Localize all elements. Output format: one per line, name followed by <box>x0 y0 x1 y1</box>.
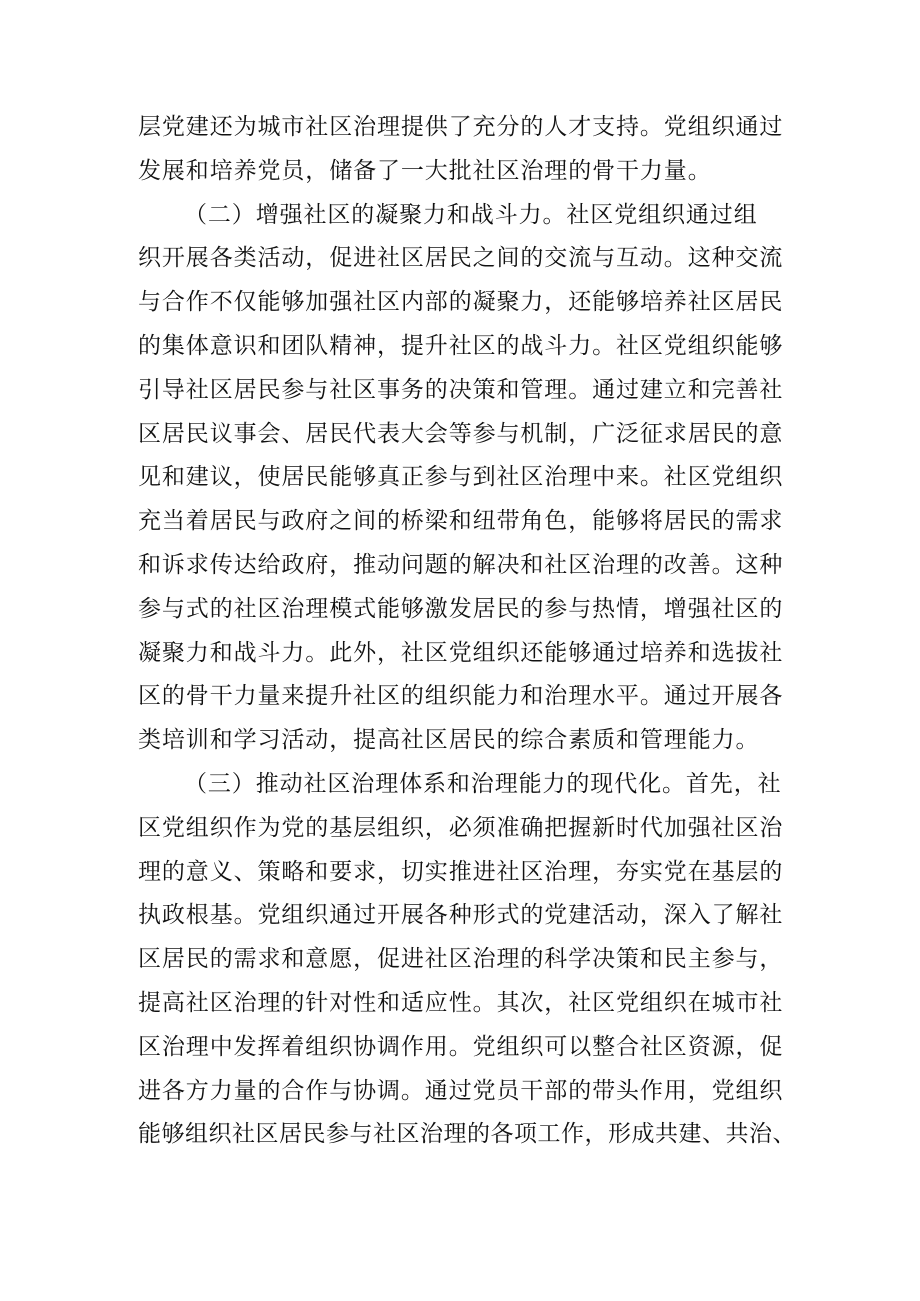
text-line: 织开展各类活动，促进社区居民之间的交流与互动。这种交流 <box>138 245 784 272</box>
text-line: 理的意义、策略和要求，切实推进社区治理，夯实党在基层的 <box>138 858 784 885</box>
text-line: 进各方力量的合作与协调。通过党员干部的带头作用，党组织 <box>138 1077 784 1104</box>
text-line: 区治理中发挥着组织协调作用。党组织可以整合社区资源，促 <box>138 1033 784 1060</box>
text-line: 凝聚力和战斗力。此外，社区党组织还能够通过培养和选拔社 <box>138 639 784 666</box>
text-line: 见和建议，使居民能够真正参与到社区治理中来。社区党组织 <box>138 464 784 491</box>
text-line: 区居民的需求和意愿，促进社区治理的科学决策和民主参与， <box>138 946 784 973</box>
body-text <box>138 106 798 1157</box>
text-line: 执政根基。党组织通过开展各种形式的党建活动，深入了解社 <box>138 902 784 929</box>
text-line: 能够组织社区居民参与社区治理的各项工作，形成共建、共治、 <box>138 1121 796 1148</box>
text-line: 引导社区居民参与社区事务的决策和管理。通过建立和完善社 <box>138 376 784 403</box>
text-line: 充当着居民与政府之间的桥梁和纽带角色，能够将居民的需求 <box>138 508 784 535</box>
text-line: 与合作不仅能够加强社区内部的凝聚力，还能够培养社区居民 <box>138 289 784 316</box>
paragraph-first-line: （二）增强社区的凝聚力和战斗力。社区党组织通过组 <box>184 201 758 228</box>
text-line: 提高社区治理的针对性和适应性。其次，社区党组织在城市社 <box>138 989 784 1016</box>
text-line: 发展和培养党员，储备了一大批社区治理的骨干力量。 <box>138 157 712 184</box>
text-line: 层党建还为城市社区治理提供了充分的人才支持。党组织通过 <box>138 114 784 140</box>
text-line: 区党组织作为党的基层组织，必须准确把握新时代加强社区治 <box>138 814 784 841</box>
text-line: 类培训和学习活动，提高社区居民的综合素质和管理能力。 <box>138 727 760 754</box>
text-line: 区的骨干力量来提升社区的组织能力和治理水平。通过开展各 <box>138 683 784 710</box>
text-line: 和诉求传达给政府，推动问题的解决和社区治理的改善。这种 <box>138 551 784 578</box>
text-line: 的集体意识和团队精神，提升社区的战斗力。社区党组织能够 <box>138 332 784 359</box>
text-line: 参与式的社区治理模式能够激发居民的参与热情，增强社区的 <box>138 595 784 622</box>
paragraph-first-line: （三）推动社区治理体系和治理能力的现代化。首先，社 <box>184 770 782 797</box>
text-line: 区居民议事会、居民代表大会等参与机制，广泛征求居民的意 <box>138 420 784 447</box>
